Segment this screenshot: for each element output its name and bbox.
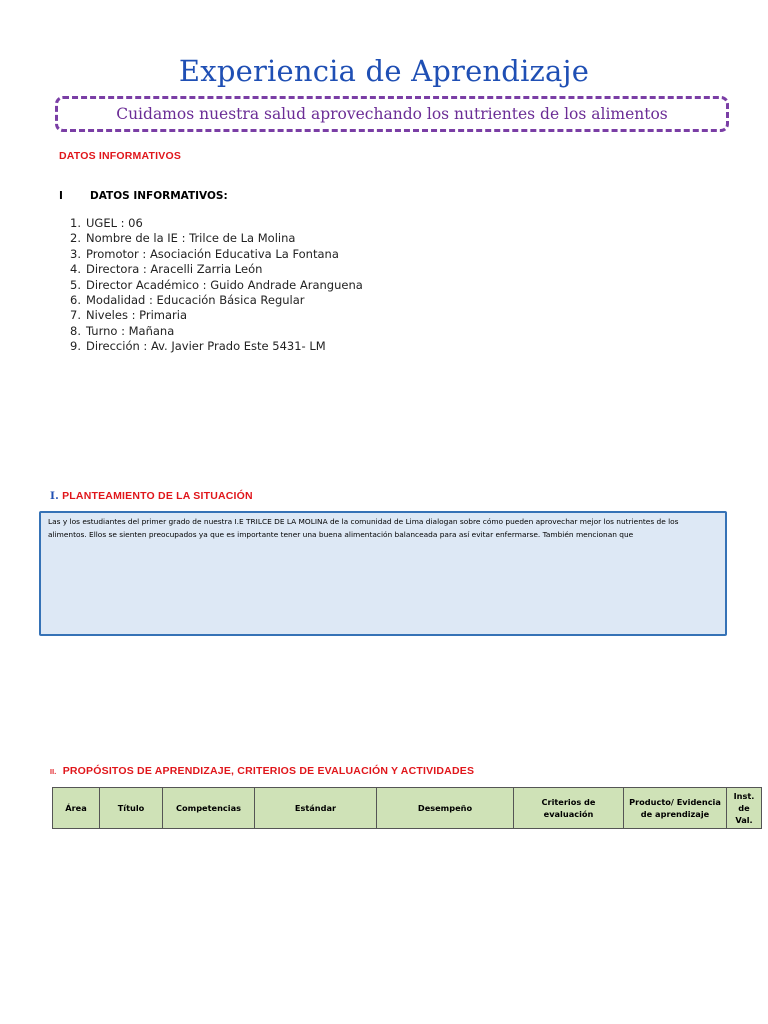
column-header-desempeno: Desempeño (377, 788, 514, 829)
column-header-instrumento: Inst. de Val. (727, 788, 762, 829)
info-item-direccion (70, 339, 363, 354)
info-item-text: Modalidad : Educación Básica Regular (86, 293, 305, 308)
info-item-text: Nombre de la IE : Trilce de La Molina (86, 231, 296, 246)
info-item-text: Director Académico : Guido Andrade Aranguena (86, 277, 363, 292)
situation-school-name: I.E TRILCE DE LA MOLINA (234, 517, 328, 526)
column-header-competencias: Competencias (163, 788, 255, 829)
page-title: Experiencia de Aprendizaje (178, 54, 590, 88)
info-item-turno (70, 323, 363, 339)
info-item-text: Promotor : Asociación Educativa La Fontana (86, 246, 339, 261)
info-list (70, 216, 363, 355)
column-header-criterios: Criterios de evaluación (514, 788, 624, 829)
column-header-estandar: Estándar (255, 788, 377, 829)
info-item-number: 6. (70, 293, 81, 308)
info-item-number: 3. (70, 246, 81, 261)
info-item-number: 9. (70, 339, 81, 354)
info-item-promotor (70, 246, 363, 262)
subtitle-text: Cuidamos nuestra salud aprovechando los nutrientes de los alimentos (116, 105, 668, 123)
situation-text-start: Las y los estudiantes del primer grado de nuestra (48, 517, 235, 526)
info-item-number: 8. (70, 323, 81, 338)
info-item-number: 7. (70, 308, 81, 323)
planteamiento-heading (50, 490, 253, 502)
propositos-title: PROPÓSITOS DE APRENDIZAJE, CRITERIOS DE EVALUACIÓN Y ACTIVIDADES (62, 765, 475, 777)
info-item-niveles (70, 308, 363, 323)
section-i-number: I (59, 190, 63, 202)
info-item-text: Directora : Aracelli Zarria León (86, 262, 263, 277)
info-item-number: 4. (70, 262, 81, 277)
situation-text-end: de la comunidad de Lima dialogan sobre cómo pueden aprovechar mejor los nutrientes de los alimentos. Ellos se sienten preocupados ya que es importante tener una buena alimentación balanceada para así evitar enfermarse. También mencionan que (48, 517, 679, 540)
section-i-title: DATOS INFORMATIVOS: (90, 190, 228, 202)
propositos-heading (50, 765, 474, 777)
info-item-director (70, 277, 363, 293)
info-item-modalidad (70, 293, 363, 308)
propositos-table (52, 787, 762, 829)
propositos-number: II. (50, 769, 57, 776)
column-header-producto: Producto/ Evidencia de aprendizaje (624, 788, 727, 829)
column-header-area: Área (53, 788, 100, 829)
planteamiento-title: PLANTEAMIENTO DE LA SITUACIÓN (62, 490, 253, 502)
info-item-ie (70, 231, 363, 246)
situation-text-box[interactable] (39, 511, 727, 636)
info-item-number: 2. (70, 231, 81, 246)
info-item-text: Turno : Mañana (86, 323, 175, 338)
info-item-number: 1. (70, 216, 81, 230)
info-item-number: 5. (70, 277, 81, 292)
planteamiento-number: I. (50, 490, 59, 502)
section-i-heading (59, 190, 228, 202)
info-item-text: UGEL : 06 (86, 216, 143, 230)
column-header-titulo: Título (100, 788, 163, 829)
datos-heading: DATOS INFORMATIVOS (59, 150, 182, 162)
table-header-row (53, 788, 762, 829)
info-item-directora (70, 262, 363, 277)
info-item-text: Niveles : Primaria (86, 308, 188, 323)
subtitle-box (55, 96, 729, 132)
info-item-text: Dirección : Av. Javier Prado Este 5431- LM (86, 339, 326, 354)
info-item-ugel (70, 216, 363, 231)
